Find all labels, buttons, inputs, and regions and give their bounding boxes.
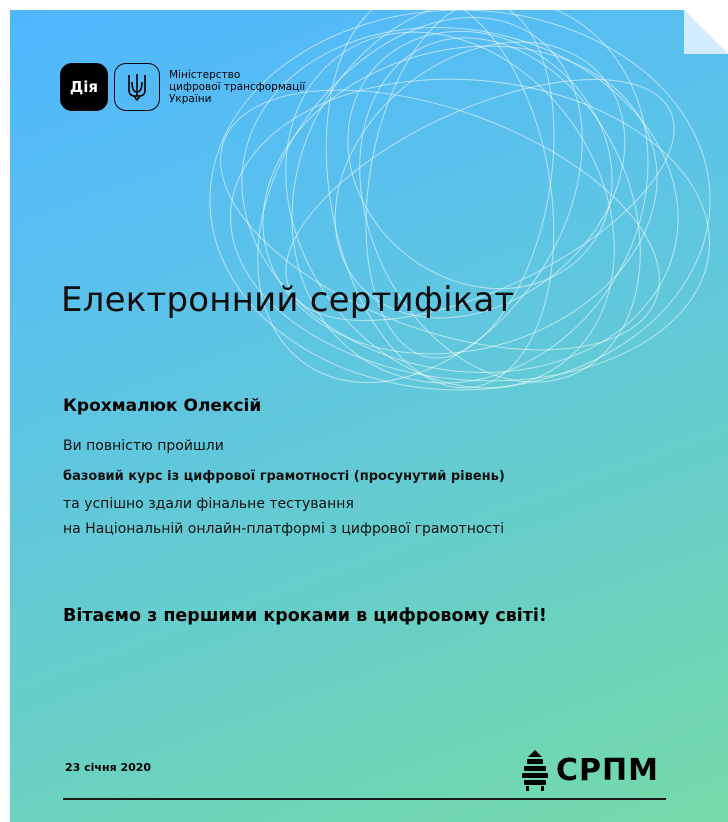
ministry-name (169, 69, 305, 105)
platform-text: на Національній онлайн-платформі з цифрової грамотності (63, 521, 505, 537)
srpm-logo (518, 748, 659, 792)
greeting-text: Вітаємо з першими кроками в цифровому світі! (63, 606, 547, 626)
certificate-title: Електронний сертифікат (61, 280, 515, 320)
completion-text: Ви повністю пройшли (63, 438, 224, 454)
issue-date: 23 січня 2020 (65, 761, 152, 774)
beehive-icon (518, 748, 552, 792)
ministry-logo-block (60, 63, 305, 111)
course-name: базовий курс із цифрової грамотності (просунутий рівень) (63, 469, 505, 484)
srpm-logo-text: СРПМ (556, 752, 659, 788)
ministry-line: України (169, 93, 212, 105)
diia-logo: Дія (60, 63, 108, 111)
signature-line (63, 798, 666, 800)
ministry-line: Міністерство (169, 69, 241, 81)
test-text: та успішно здали фінальне тестування (63, 496, 354, 512)
trident-icon (114, 63, 160, 111)
recipient-name: Крохмалюк Олексій (63, 396, 262, 416)
certificate-page (10, 10, 728, 822)
ministry-line: цифрової трансформації (169, 81, 306, 93)
